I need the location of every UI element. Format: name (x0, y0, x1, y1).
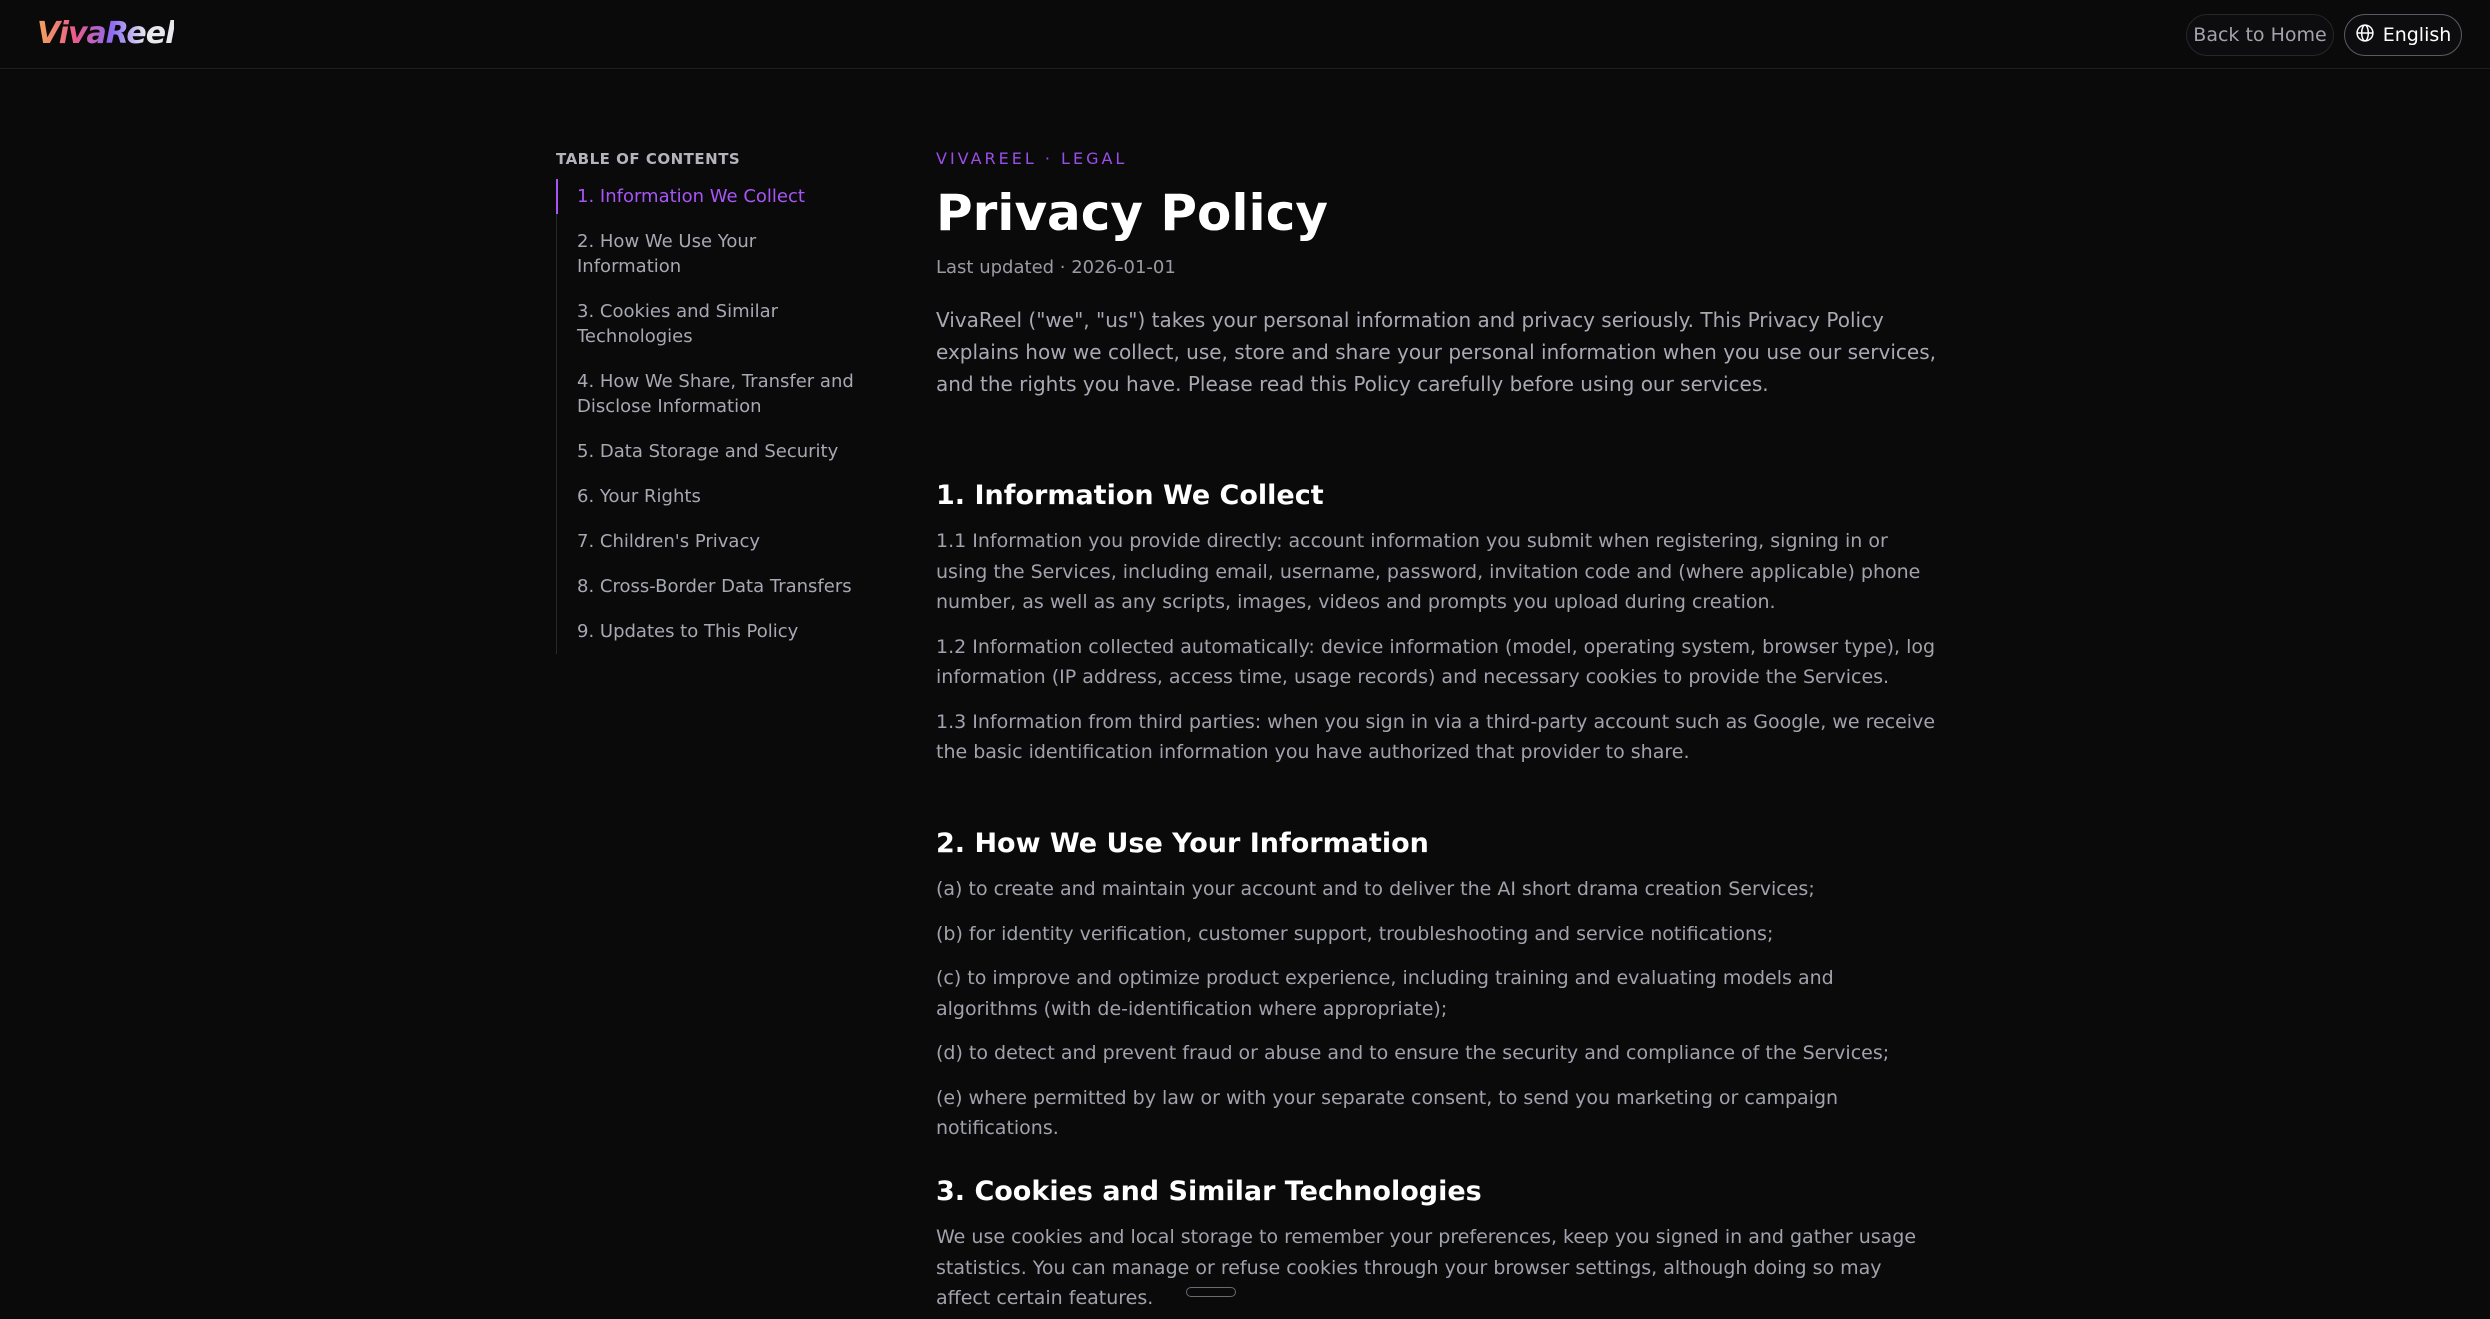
globe-icon (2355, 23, 2375, 48)
section-paragraph: 1.2 Information collected automatically: device information (model, operating system, browser type), log information (IP address, access time, usage records) and necessary cookies to provide the Services. (936, 635, 1936, 688)
toc-item-information-we-collect[interactable]: 1. Information We Collect (556, 179, 866, 214)
table-of-contents (556, 148, 866, 654)
last-updated: Last updated · 2026-01-01 (936, 257, 1176, 278)
section-paragraph: (e) where permitted by law or with your separate consent, to send you marketing or campaign notifications. (936, 1086, 1839, 1139)
section-title: 1. Information We Collect (936, 480, 1324, 511)
section-paragraph: We use cookies and local storage to remember your preferences, keep you signed in and gather usage statistics. You can manage or refuse cookies through your browser settings, although doing so may affect certain features. (936, 1226, 1917, 1309)
toc-item-childrens-privacy[interactable]: 7. Children's Privacy (577, 531, 761, 552)
toc-list (556, 179, 866, 654)
scroll-indicator[interactable] (1186, 1287, 1236, 1297)
toc-item-your-rights[interactable]: 6. Your Rights (577, 486, 701, 507)
toc-item-how-we-share[interactable]: 4. How We Share, Transfer and Disclose Information (577, 371, 854, 417)
section-title: 3. Cookies and Similar Technologies (936, 1176, 1482, 1207)
section-paragraph: 1.3 Information from third parties: when you sign in via a third-party account such as Google, we receive the basic identification information you have authorized that provider to share. (936, 710, 1936, 763)
top-bar (0, 0, 2490, 69)
page-title: Privacy Policy (936, 184, 1328, 242)
section-paragraph: (a) to create and maintain your account and to deliver the AI short drama creation Services; (936, 878, 1815, 900)
section-paragraph: (c) to improve and optimize product experience, including training and evaluating models and algorithms (with de-identification where appropriate); (936, 967, 1834, 1020)
language-selector-button[interactable] (2344, 14, 2462, 56)
section-information-we-collect (936, 476, 1936, 768)
toc-item-data-storage-security[interactable]: 5. Data Storage and Security (577, 441, 839, 462)
policy-content (936, 148, 1936, 1309)
toc-item-updates-to-policy[interactable]: 9. Updates to This Policy (577, 621, 799, 642)
eyebrow-label: VIVAREEL · LEGAL (936, 149, 1128, 168)
toc-item-cookies[interactable]: 3. Cookies and Similar Technologies (577, 301, 779, 347)
section-paragraph: (b) for identity verification, customer support, troubleshooting and service notifications; (936, 922, 1774, 945)
intro-paragraph: VivaReel ("we", "us") takes your personal information and privacy seriously. This Privacy Policy explains how we collect, use, store and share your personal information when you use our services, and the rights you have. Please read this Policy carefully before using our services. (936, 308, 1936, 396)
toc-item-cross-border-transfers[interactable]: 8. Cross-Border Data Transfers (577, 576, 852, 597)
section-paragraph: (d) to detect and prevent fraud or abuse and to ensure the security and compliance of the Services; (936, 1042, 1890, 1064)
section-cookies (936, 1172, 1936, 1314)
toc-heading: TABLE OF CONTENTS (556, 150, 741, 168)
section-how-we-use-information (936, 824, 1936, 1144)
section-paragraph: 1.1 Information you provide directly: account information you submit when registering, signing in or using the Services, including email, username, password, invitation code and (where applicable) phone number, as well as any scripts, images, videos and prompts you upload during creation. (936, 530, 1921, 613)
language-label: English (2382, 24, 2452, 46)
back-to-home-button[interactable]: Back to Home (2186, 14, 2334, 56)
section-title: 2. How We Use Your Information (936, 828, 1429, 859)
toc-item-how-we-use-your-information[interactable]: 2. How We Use Your Information (577, 231, 757, 277)
vivareel-logo[interactable]: VivaReel (37, 12, 174, 56)
